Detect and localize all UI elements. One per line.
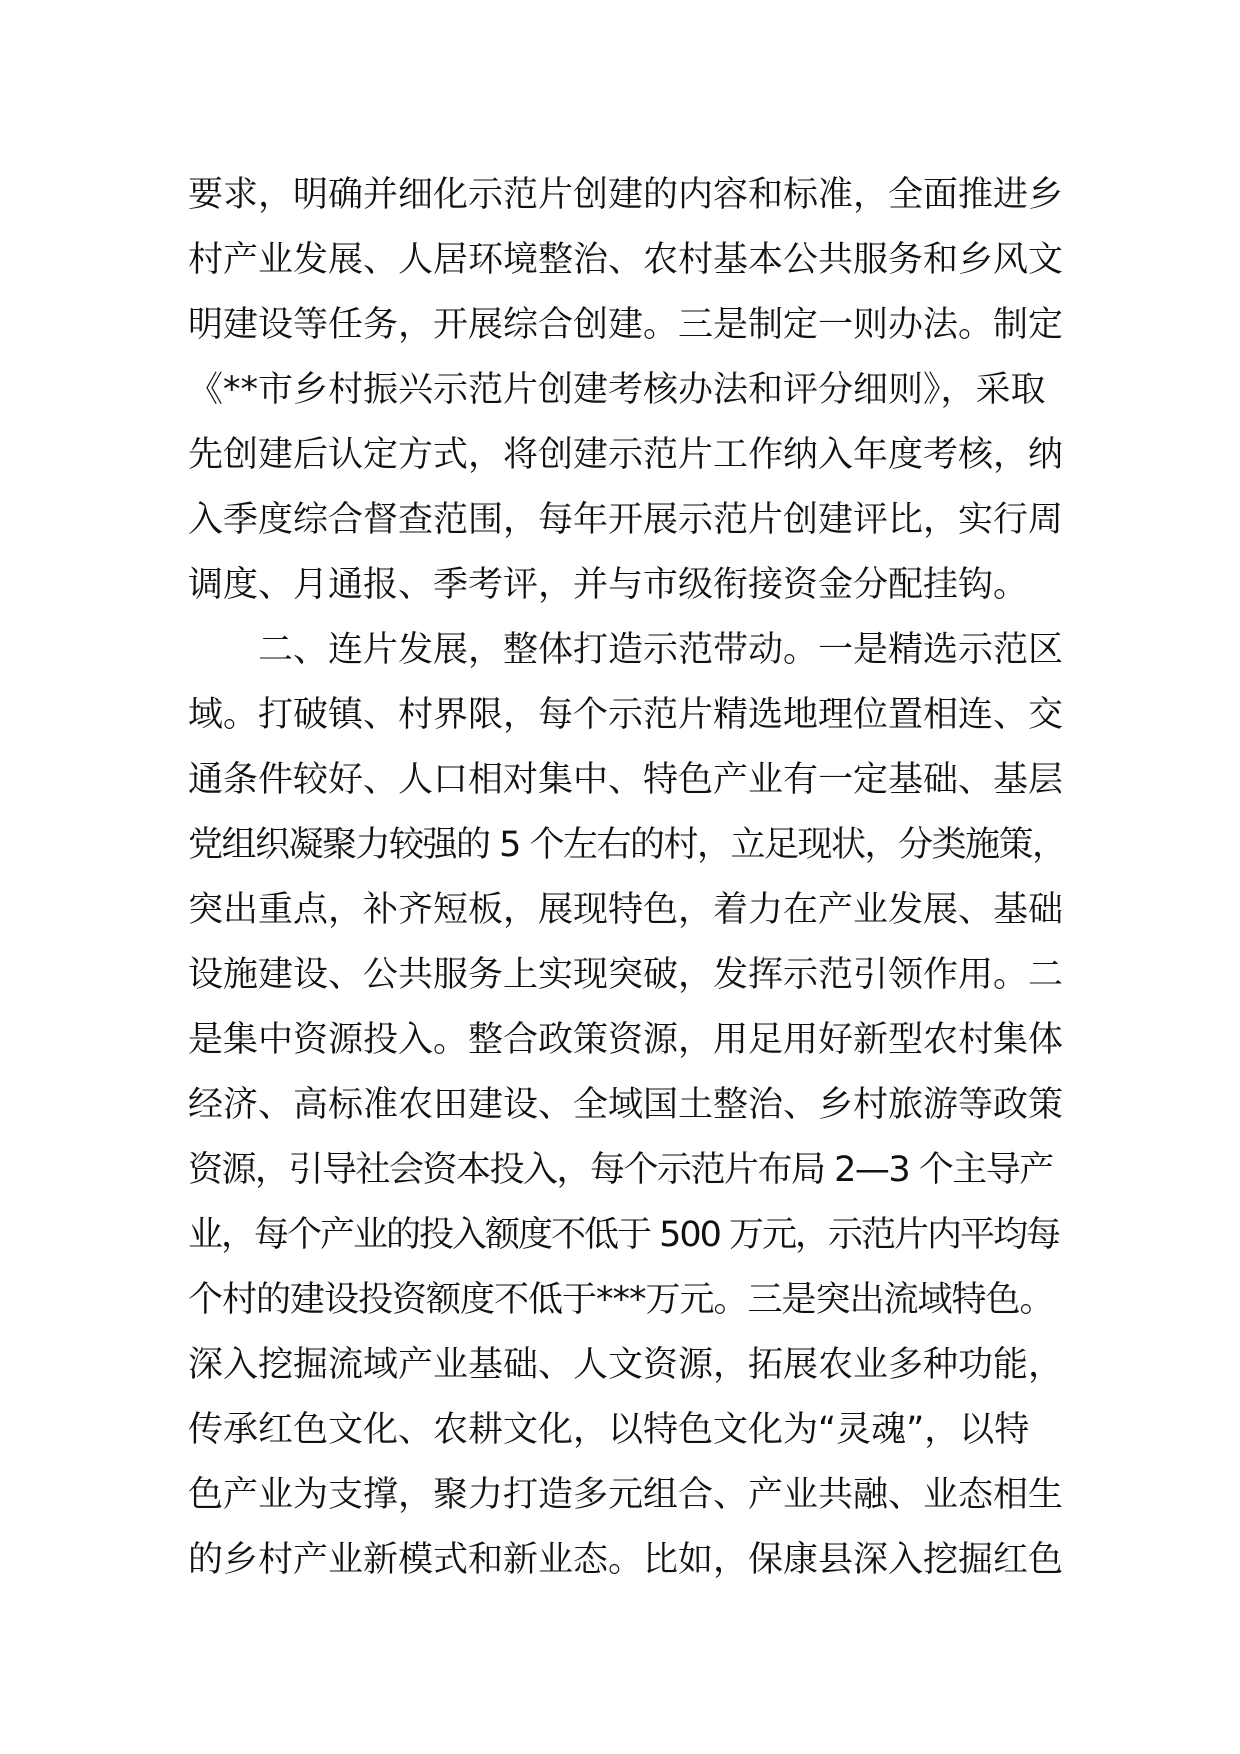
text-line: 突出重点，补齐短板，展现特色，着力在产业发展、基础 bbox=[188, 890, 1064, 930]
text-line: 先创建后认定方式，将创建示范片工作纳入年度考核，纳 bbox=[188, 435, 1064, 475]
text-line: 经济、高标准农田建设、全域国土整治、乡村旅游等政策 bbox=[188, 1085, 1064, 1125]
body-text bbox=[188, 163, 1066, 1593]
text-line: 要求，明确并细化示范片创建的内容和标准，全面推进乡 bbox=[188, 175, 1064, 215]
text-line: 个村的建设投资额度不低于***万元。三是突出流域特色。 bbox=[188, 1280, 1054, 1320]
text-line: 通条件较好、人口相对集中、特色产业有一定基础、基层 bbox=[188, 760, 1064, 800]
text-line: 资源，引导社会资本投入，每个示范片布局 2—3 个主导产 bbox=[188, 1150, 1053, 1190]
text-line: 设施建设、公共服务上实现突破，发挥示范引领作用。二 bbox=[188, 955, 1064, 995]
text-line: 色产业为支撑，聚力打造多元组合、产业共融、业态相生 bbox=[188, 1475, 1064, 1515]
text-line: 的乡村产业新模式和新业态。比如，保康县深入挖掘红色 bbox=[188, 1540, 1064, 1580]
text-line: 域。打破镇、村界限，每个示范片精选地理位置相连、交 bbox=[188, 695, 1064, 735]
text-line: 明建设等任务，开展综合创建。三是制定一则办法。制定 bbox=[188, 305, 1064, 345]
text-line: 业，每个产业的投入额度不低于 500 万元，示范片内平均每 bbox=[188, 1215, 1060, 1255]
text-line: 村产业发展、人居环境整治、农村基本公共服务和乡风文 bbox=[188, 240, 1064, 280]
text-line: 调度、月通报、季考评，并与市级衔接资金分配挂钩。 bbox=[188, 565, 1029, 605]
text-line: 是集中资源投入。整合政策资源，用足用好新型农村集体 bbox=[188, 1020, 1064, 1060]
text-line: 传承红色文化、农耕文化，以特色文化为“灵魂”，以特 bbox=[188, 1410, 1030, 1450]
text-line: 党组织凝聚力较强的 5 个左右的村，立足现状，分类施策， bbox=[188, 825, 1066, 865]
text-line: 《**市乡村振兴示范片创建考核办法和评分细则》，采取 bbox=[188, 370, 1046, 410]
text-line: 深入挖掘流域产业基础、人文资源，拓展农业多种功能， bbox=[188, 1345, 1064, 1385]
paragraph-first-line: 二、连片发展，整体打造示范带动。一是精选示范区 bbox=[258, 630, 1064, 670]
text-line: 入季度综合督查范围，每年开展示范片创建评比，实行周 bbox=[188, 500, 1064, 540]
